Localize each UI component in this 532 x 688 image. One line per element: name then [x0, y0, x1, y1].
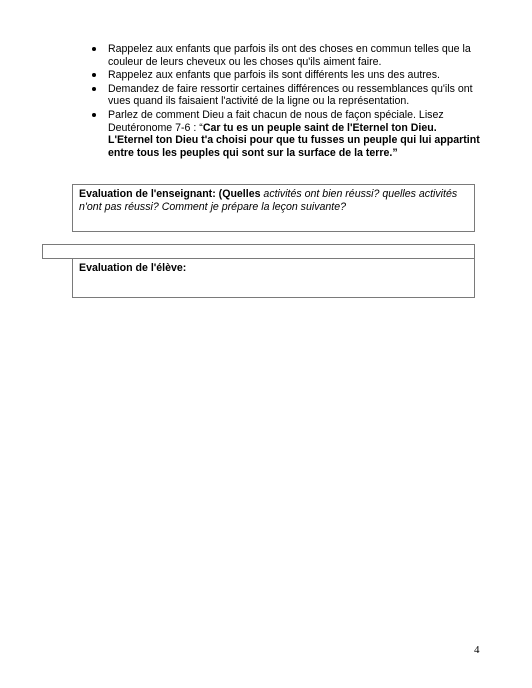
separator-box [42, 244, 475, 259]
bullet-item [88, 109, 480, 159]
teacher-evaluation-question: activités ont bien réussi? quelles activités n'ont pas réussi? Comment je prépare la leçon suivante? [79, 188, 458, 213]
student-evaluation-content [73, 259, 474, 278]
bullet-item [88, 69, 480, 82]
bullet-text: Rappelez aux enfants que parfois ils ont des choses en commun telles que la couleur de leurs cheveux ou les choses qu'ils aiment faire. [108, 43, 471, 68]
bullet-icon [92, 113, 96, 117]
bullet-icon [92, 73, 96, 77]
bullet-text: Parlez de comment Dieu a fait chacun de nous de façon spéciale. Lisez Deutéronome 7-6 : “ [108, 108, 444, 134]
student-evaluation-label: Evaluation de l'élève: [79, 262, 187, 274]
bullet-text: Rappelez aux enfants que parfois ils sont différents les uns des autres. [108, 69, 440, 82]
bullet-text: Demandez de faire ressortir certaines différences ou ressemblances qu'ils ont vues quand ils faisaient l'activité de la ligne ou la représentation. [108, 82, 473, 108]
bullet-item [88, 43, 480, 68]
teacher-evaluation-box [72, 184, 475, 232]
bullet-icon [92, 87, 96, 91]
teacher-evaluation-label: Evaluation de l'enseignant: (Quelles [79, 188, 264, 200]
scripture-quote: Car tu es un peuple saint de l'Eternel ton Dieu. L'Eternel ton Dieu t'a choisi pour que tu fusses un peuple qui lui appartint entre tous les peuples qui sont sur la surface de la terre.” [108, 121, 480, 159]
bullet-list [88, 43, 480, 160]
bullet-icon [92, 47, 96, 51]
teacher-evaluation-content [73, 185, 474, 217]
bullet-item [88, 83, 480, 108]
page-number: 4 [474, 644, 480, 656]
student-evaluation-box [72, 258, 475, 298]
